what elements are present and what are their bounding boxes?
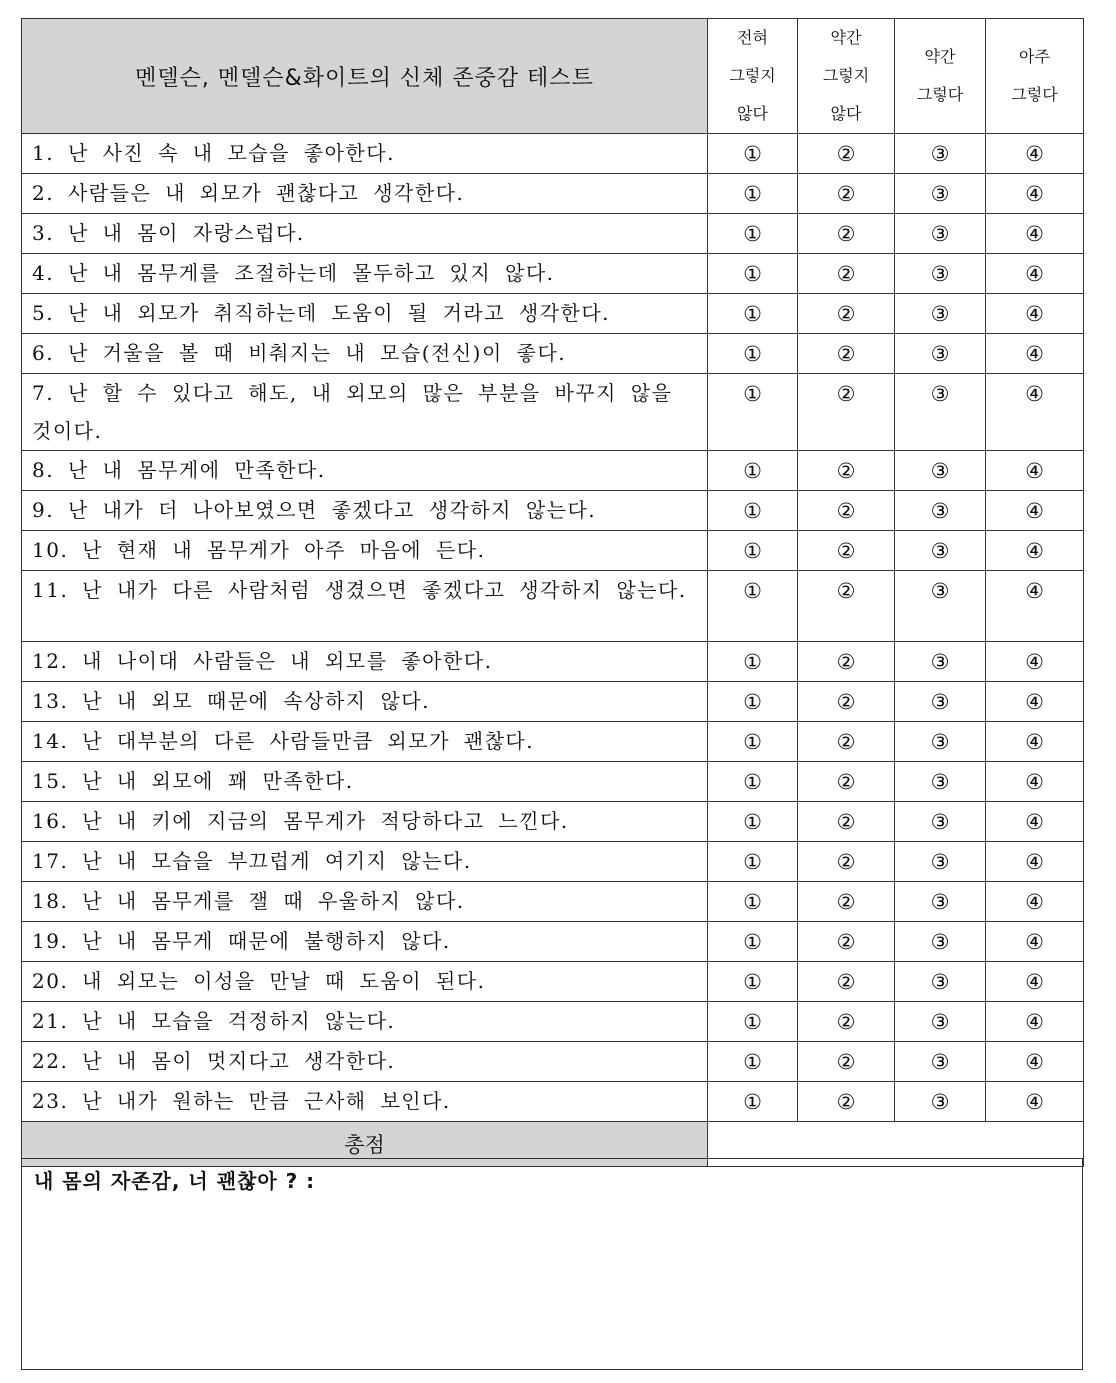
answer-option-number: ② bbox=[836, 1090, 856, 1114]
answer-option-number: ④ bbox=[1025, 930, 1044, 954]
answer-option-1[interactable] bbox=[708, 571, 798, 642]
answer-option-3[interactable] bbox=[895, 531, 986, 571]
question-text: 6. 난 거울을 볼 때 비춰지는 내 모습(전신)이 좋다. bbox=[22, 334, 708, 374]
answer-option-2[interactable] bbox=[798, 1002, 895, 1042]
question-text: 9. 난 내가 더 나아보였으면 좋겠다고 생각하지 않는다. bbox=[22, 491, 708, 531]
option-header-3: 약간 그렇다 bbox=[895, 19, 986, 134]
answer-option-number: ③ bbox=[930, 459, 950, 483]
question-text: 13. 난 내 외모 때문에 속상하지 않다. bbox=[22, 682, 708, 722]
answer-option-4[interactable] bbox=[986, 491, 1084, 531]
question-row bbox=[22, 174, 1084, 214]
question-text: 7. 난 할 수 있다고 해도, 내 외모의 많은 부분을 바꾸지 않을 것이다. bbox=[22, 374, 708, 451]
answer-option-number: ② bbox=[836, 970, 856, 994]
option-header-1: 전혀 그렇지 않다 bbox=[708, 19, 798, 134]
answer-option-3[interactable] bbox=[895, 374, 986, 451]
answer-option-1[interactable] bbox=[708, 1002, 798, 1042]
answer-option-1[interactable] bbox=[708, 682, 798, 722]
question-row bbox=[22, 962, 1084, 1002]
question-text: 10. 난 현재 내 몸무게가 아주 마음에 든다. bbox=[22, 531, 708, 571]
question-text: 22. 난 내 몸이 멋지다고 생각한다. bbox=[22, 1042, 708, 1082]
answer-option-1[interactable] bbox=[708, 642, 798, 682]
answer-option-1[interactable] bbox=[708, 1082, 798, 1122]
question-list bbox=[22, 134, 1084, 1122]
answer-option-4[interactable] bbox=[986, 254, 1084, 294]
answer-option-2[interactable] bbox=[798, 682, 895, 722]
answer-option-number: ④ bbox=[1025, 1050, 1044, 1074]
question-row bbox=[22, 1042, 1084, 1082]
answer-option-2[interactable] bbox=[798, 254, 895, 294]
question-row bbox=[22, 682, 1084, 722]
answer-option-number: ② bbox=[836, 539, 856, 563]
answer-option-3[interactable] bbox=[895, 451, 986, 491]
answer-option-1[interactable] bbox=[708, 802, 798, 842]
answer-option-4[interactable] bbox=[986, 802, 1084, 842]
question-text: 14. 난 대부분의 다른 사람들만큼 외모가 괜찮다. bbox=[22, 722, 708, 762]
question-row bbox=[22, 762, 1084, 802]
question-row bbox=[22, 254, 1084, 294]
answer-option-1[interactable] bbox=[708, 334, 798, 374]
answer-option-number: ③ bbox=[930, 222, 950, 246]
question-row bbox=[22, 722, 1084, 762]
answer-option-4[interactable] bbox=[986, 922, 1084, 962]
answer-option-number: ④ bbox=[1025, 1010, 1044, 1034]
answer-option-1[interactable] bbox=[708, 374, 798, 451]
question-row bbox=[22, 922, 1084, 962]
question-row bbox=[22, 571, 1084, 642]
survey-table bbox=[21, 18, 1084, 1167]
answer-option-1[interactable] bbox=[708, 134, 798, 174]
answer-option-number: ① bbox=[743, 342, 762, 366]
answer-option-number: ① bbox=[743, 1050, 762, 1074]
answer-option-number: ④ bbox=[1025, 690, 1044, 714]
answer-option-number: ④ bbox=[1025, 810, 1044, 834]
answer-option-number: ① bbox=[743, 1010, 762, 1034]
answer-option-number: ① bbox=[743, 850, 762, 874]
question-row bbox=[22, 1002, 1084, 1042]
answer-option-3[interactable] bbox=[895, 254, 986, 294]
answer-option-2[interactable] bbox=[798, 334, 895, 374]
answer-option-4[interactable] bbox=[986, 1042, 1084, 1082]
answer-option-number: ① bbox=[743, 650, 762, 674]
answer-option-4[interactable] bbox=[986, 374, 1084, 451]
answer-option-number: ③ bbox=[930, 1010, 950, 1034]
answer-option-3[interactable] bbox=[895, 1042, 986, 1082]
question-text: 8. 난 내 몸무게에 만족한다. bbox=[22, 451, 708, 491]
answer-option-number: ④ bbox=[1025, 730, 1044, 754]
answer-option-number: ① bbox=[743, 182, 762, 206]
answer-option-number: ③ bbox=[930, 262, 950, 286]
answer-option-number: ① bbox=[743, 1090, 762, 1114]
answer-option-number: ① bbox=[743, 262, 762, 286]
question-text: 3. 난 내 몸이 자랑스럽다. bbox=[22, 214, 708, 254]
answer-option-number: ④ bbox=[1025, 499, 1044, 523]
question-row bbox=[22, 642, 1084, 682]
question-text: 2. 사람들은 내 외모가 괜찮다고 생각한다. bbox=[22, 174, 708, 214]
survey-title: 멘델슨, 멘델슨&화이트의 신체 존중감 테스트 bbox=[22, 19, 708, 134]
question-row bbox=[22, 882, 1084, 922]
question-text: 19. 난 내 몸무게 때문에 불행하지 않다. bbox=[22, 922, 708, 962]
answer-option-number: ③ bbox=[930, 499, 950, 523]
answer-option-number: ① bbox=[743, 539, 762, 563]
answer-option-2[interactable] bbox=[798, 922, 895, 962]
answer-option-number: ③ bbox=[930, 579, 950, 603]
answer-option-number: ② bbox=[836, 730, 856, 754]
answer-option-number: ④ bbox=[1025, 579, 1044, 603]
question-text: 5. 난 내 외모가 취직하는데 도움이 될 거라고 생각한다. bbox=[22, 294, 708, 334]
answer-option-1[interactable] bbox=[708, 174, 798, 214]
answer-option-2[interactable] bbox=[798, 1042, 895, 1082]
answer-option-number: ③ bbox=[930, 342, 950, 366]
answer-option-number: ④ bbox=[1025, 142, 1044, 166]
answer-option-3[interactable] bbox=[895, 1082, 986, 1122]
answer-option-4[interactable] bbox=[986, 842, 1084, 882]
answer-option-2[interactable] bbox=[798, 491, 895, 531]
answer-option-3[interactable] bbox=[895, 682, 986, 722]
answer-option-number: ① bbox=[743, 579, 762, 603]
answer-option-2[interactable] bbox=[798, 802, 895, 842]
answer-option-4[interactable] bbox=[986, 722, 1084, 762]
answer-option-1[interactable] bbox=[708, 254, 798, 294]
question-row bbox=[22, 294, 1084, 334]
answer-option-4[interactable] bbox=[986, 531, 1084, 571]
answer-option-number: ④ bbox=[1025, 382, 1044, 406]
question-row bbox=[22, 374, 1084, 451]
answer-option-3[interactable] bbox=[895, 174, 986, 214]
answer-option-2[interactable] bbox=[798, 962, 895, 1002]
answer-option-1[interactable] bbox=[708, 294, 798, 334]
question-text: 11. 난 내가 다른 사람처럼 생겼으면 좋겠다고 생각하지 않는다. bbox=[22, 571, 708, 642]
answer-option-3[interactable] bbox=[895, 1002, 986, 1042]
answer-option-3[interactable] bbox=[895, 722, 986, 762]
answer-option-number: ② bbox=[836, 342, 856, 366]
answer-option-4[interactable] bbox=[986, 762, 1084, 802]
answer-option-number: ① bbox=[743, 302, 762, 326]
answer-option-2[interactable] bbox=[798, 531, 895, 571]
answer-option-number: ① bbox=[743, 730, 762, 754]
answer-option-1[interactable] bbox=[708, 762, 798, 802]
answer-option-number: ③ bbox=[930, 142, 950, 166]
answer-option-1[interactable] bbox=[708, 882, 798, 922]
question-row bbox=[22, 1082, 1084, 1122]
answer-option-number: ② bbox=[836, 1050, 856, 1074]
question-row bbox=[22, 491, 1084, 531]
answer-option-number: ③ bbox=[930, 382, 950, 406]
answer-option-3[interactable] bbox=[895, 491, 986, 531]
answer-option-4[interactable] bbox=[986, 962, 1084, 1002]
answer-option-4[interactable] bbox=[986, 1002, 1084, 1042]
answer-option-number: ① bbox=[743, 890, 762, 914]
answer-option-1[interactable] bbox=[708, 451, 798, 491]
answer-option-number: ① bbox=[743, 970, 762, 994]
answer-option-number: ② bbox=[836, 499, 856, 523]
question-text: 18. 난 내 몸무게를 잴 때 우울하지 않다. bbox=[22, 882, 708, 922]
answer-option-3[interactable] bbox=[895, 882, 986, 922]
answer-option-number: ④ bbox=[1025, 302, 1044, 326]
answer-option-number: ③ bbox=[930, 302, 950, 326]
answer-option-2[interactable] bbox=[798, 134, 895, 174]
answer-option-number: ① bbox=[743, 499, 762, 523]
answer-option-3[interactable] bbox=[895, 214, 986, 254]
answer-option-number: ① bbox=[743, 770, 762, 794]
answer-option-number: ④ bbox=[1025, 890, 1044, 914]
answer-option-4[interactable] bbox=[986, 571, 1084, 642]
answer-option-2[interactable] bbox=[798, 214, 895, 254]
answer-option-number: ③ bbox=[930, 690, 950, 714]
question-row bbox=[22, 214, 1084, 254]
answer-option-number: ③ bbox=[930, 1090, 950, 1114]
answer-option-3[interactable] bbox=[895, 571, 986, 642]
answer-option-4[interactable] bbox=[986, 642, 1084, 682]
answer-option-3[interactable] bbox=[895, 762, 986, 802]
answer-option-3[interactable] bbox=[895, 842, 986, 882]
answer-option-number: ④ bbox=[1025, 1090, 1044, 1114]
answer-option-2[interactable] bbox=[798, 642, 895, 682]
answer-option-number: ② bbox=[836, 770, 856, 794]
survey-sheet bbox=[21, 18, 1083, 1167]
answer-option-4[interactable] bbox=[986, 1082, 1084, 1122]
answer-option-2[interactable] bbox=[798, 374, 895, 451]
question-text: 20. 내 외모는 이성을 만날 때 도움이 된다. bbox=[22, 962, 708, 1002]
answer-option-2[interactable] bbox=[798, 842, 895, 882]
answer-option-number: ③ bbox=[930, 182, 950, 206]
question-text: 21. 난 내 모습을 걱정하지 않는다. bbox=[22, 1002, 708, 1042]
answer-option-number: ② bbox=[836, 459, 856, 483]
answer-option-number: ② bbox=[836, 142, 856, 166]
answer-option-number: ④ bbox=[1025, 182, 1044, 206]
comment-label: 내 몸의 자존감, 너 괜찮아 ? : bbox=[34, 1169, 316, 1193]
answer-option-number: ② bbox=[836, 302, 856, 326]
answer-option-number: ② bbox=[836, 1010, 856, 1034]
answer-option-number: ② bbox=[836, 930, 856, 954]
answer-option-2[interactable] bbox=[798, 882, 895, 922]
answer-option-1[interactable] bbox=[708, 214, 798, 254]
answer-option-3[interactable] bbox=[895, 334, 986, 374]
answer-option-number: ② bbox=[836, 850, 856, 874]
answer-option-3[interactable] bbox=[895, 922, 986, 962]
answer-option-4[interactable] bbox=[986, 682, 1084, 722]
option-header-2: 약간 그렇지 않다 bbox=[798, 19, 895, 134]
comment-box[interactable] bbox=[21, 1158, 1083, 1370]
answer-option-2[interactable] bbox=[798, 1082, 895, 1122]
answer-option-number: ① bbox=[743, 142, 762, 166]
question-row bbox=[22, 451, 1084, 491]
question-row bbox=[22, 134, 1084, 174]
answer-option-4[interactable] bbox=[986, 294, 1084, 334]
question-text: 17. 난 내 모습을 부끄럽게 여기지 않는다. bbox=[22, 842, 708, 882]
question-text: 16. 난 내 키에 지금의 몸무게가 적당하다고 느낀다. bbox=[22, 802, 708, 842]
answer-option-number: ③ bbox=[930, 1050, 950, 1074]
answer-option-number: ① bbox=[743, 810, 762, 834]
answer-option-number: ④ bbox=[1025, 342, 1044, 366]
question-text: 12. 내 나이대 사람들은 내 외모를 좋아한다. bbox=[22, 642, 708, 682]
question-text: 1. 난 사진 속 내 모습을 좋아한다. bbox=[22, 134, 708, 174]
answer-option-1[interactable] bbox=[708, 842, 798, 882]
answer-option-4[interactable] bbox=[986, 882, 1084, 922]
question-text: 23. 난 내가 원하는 만큼 근사해 보인다. bbox=[22, 1082, 708, 1122]
answer-option-number: ③ bbox=[930, 850, 950, 874]
answer-option-number: ① bbox=[743, 690, 762, 714]
answer-option-number: ④ bbox=[1025, 262, 1044, 286]
question-row bbox=[22, 842, 1084, 882]
answer-option-3[interactable] bbox=[895, 802, 986, 842]
answer-option-number: ③ bbox=[930, 770, 950, 794]
answer-option-number: ① bbox=[743, 930, 762, 954]
question-row bbox=[22, 531, 1084, 571]
answer-option-number: ② bbox=[836, 650, 856, 674]
answer-option-number: ③ bbox=[930, 730, 950, 754]
answer-option-1[interactable] bbox=[708, 722, 798, 762]
option-header-4: 아주 그렇다 bbox=[986, 19, 1084, 134]
answer-option-number: ② bbox=[836, 382, 856, 406]
answer-option-3[interactable] bbox=[895, 642, 986, 682]
answer-option-number: ③ bbox=[930, 970, 950, 994]
answer-option-2[interactable] bbox=[798, 294, 895, 334]
answer-option-4[interactable] bbox=[986, 174, 1084, 214]
question-row bbox=[22, 334, 1084, 374]
answer-option-4[interactable] bbox=[986, 334, 1084, 374]
answer-option-number: ② bbox=[836, 890, 856, 914]
answer-option-number: ② bbox=[836, 262, 856, 286]
answer-option-number: ② bbox=[836, 690, 856, 714]
answer-option-number: ② bbox=[836, 222, 856, 246]
answer-option-number: ② bbox=[836, 810, 856, 834]
answer-option-2[interactable] bbox=[798, 571, 895, 642]
answer-option-number: ② bbox=[836, 579, 856, 603]
answer-option-1[interactable] bbox=[708, 962, 798, 1002]
answer-option-number: ③ bbox=[930, 650, 950, 674]
answer-option-number: ④ bbox=[1025, 459, 1044, 483]
answer-option-number: ④ bbox=[1025, 970, 1044, 994]
answer-option-number: ③ bbox=[930, 539, 950, 563]
answer-option-number: ① bbox=[743, 222, 762, 246]
question-row bbox=[22, 802, 1084, 842]
answer-option-1[interactable] bbox=[708, 491, 798, 531]
answer-option-number: ① bbox=[743, 382, 762, 406]
answer-option-2[interactable] bbox=[798, 451, 895, 491]
answer-option-1[interactable] bbox=[708, 922, 798, 962]
question-text: 4. 난 내 몸무게를 조절하는데 몰두하고 있지 않다. bbox=[22, 254, 708, 294]
answer-option-number: ④ bbox=[1025, 850, 1044, 874]
answer-option-number: ③ bbox=[930, 930, 950, 954]
answer-option-number: ④ bbox=[1025, 770, 1044, 794]
question-text: 15. 난 내 외모에 꽤 만족한다. bbox=[22, 762, 708, 802]
answer-option-number: ④ bbox=[1025, 650, 1044, 674]
answer-option-4[interactable] bbox=[986, 451, 1084, 491]
answer-option-1[interactable] bbox=[708, 1042, 798, 1082]
answer-option-number: ③ bbox=[930, 810, 950, 834]
total-label: 총점 bbox=[22, 1122, 708, 1167]
answer-option-number: ④ bbox=[1025, 539, 1044, 563]
answer-option-3[interactable] bbox=[895, 962, 986, 1002]
answer-option-3[interactable] bbox=[895, 294, 986, 334]
answer-option-4[interactable] bbox=[986, 134, 1084, 174]
answer-option-2[interactable] bbox=[798, 174, 895, 214]
answer-option-number: ③ bbox=[930, 890, 950, 914]
answer-option-number: ① bbox=[743, 459, 762, 483]
answer-option-4[interactable] bbox=[986, 214, 1084, 254]
answer-option-number: ② bbox=[836, 182, 856, 206]
answer-option-3[interactable] bbox=[895, 134, 986, 174]
answer-option-number: ④ bbox=[1025, 222, 1044, 246]
answer-option-2[interactable] bbox=[798, 762, 895, 802]
answer-option-2[interactable] bbox=[798, 722, 895, 762]
answer-option-1[interactable] bbox=[708, 531, 798, 571]
